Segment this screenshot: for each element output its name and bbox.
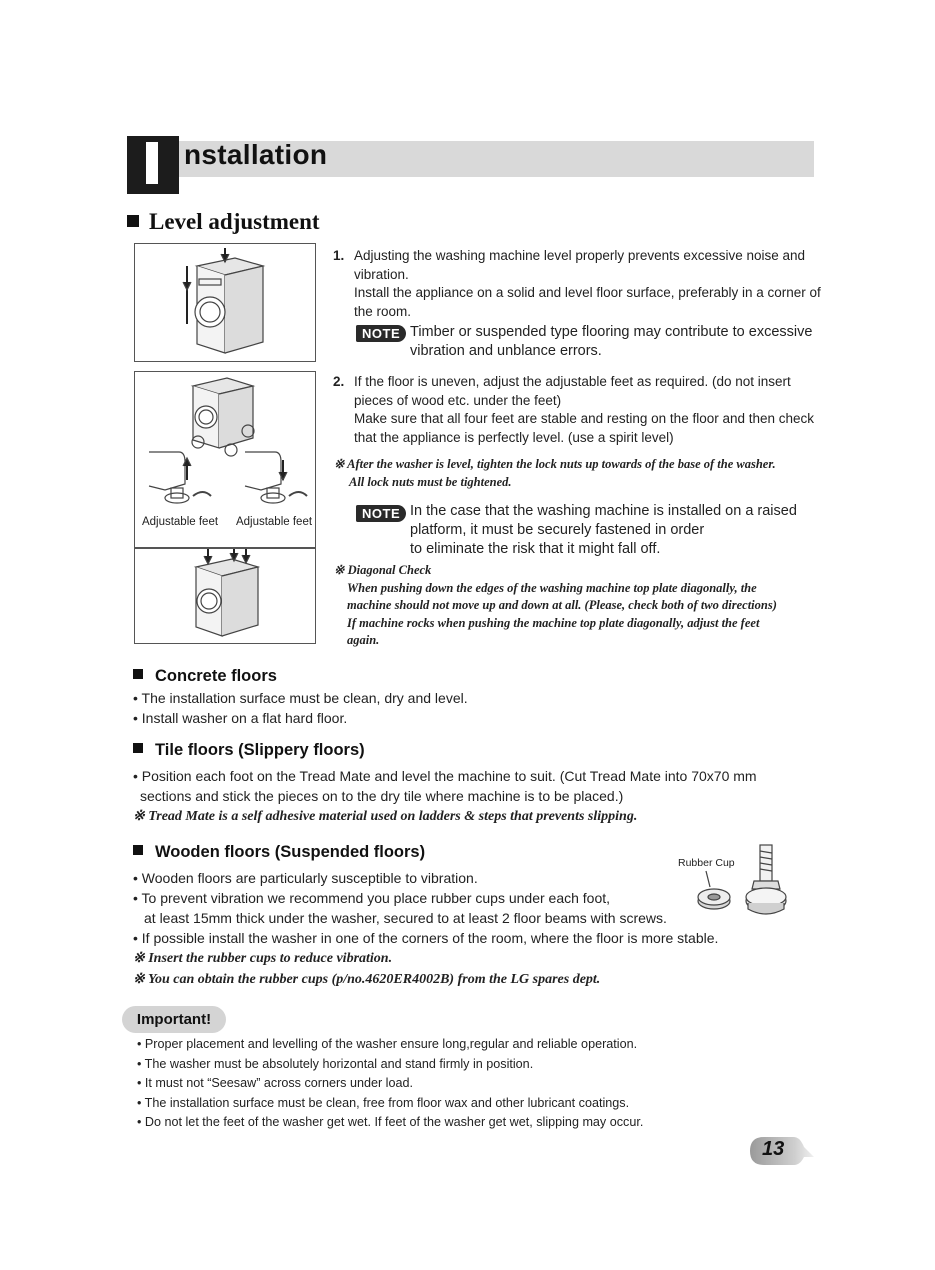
figure-washer-level <box>134 243 316 362</box>
tile-floors-heading <box>133 741 365 760</box>
note-1-line: Timber or suspended type flooring may contribute to excessive <box>410 324 813 340</box>
bullet-square-icon <box>127 215 139 227</box>
bullet-square-icon <box>133 743 143 753</box>
step-1-line: the room. <box>354 303 412 319</box>
wooden-floors-note: ※ Insert the rubber cups to reduce vibration. <box>133 951 393 966</box>
section-heading <box>127 209 320 235</box>
step-1-number: 1. <box>333 248 345 263</box>
concrete-floors-heading <box>133 667 277 686</box>
important-list <box>137 1035 643 1133</box>
step-1-line: Install the appliance on a solid and level floor surface, preferably in a corner of <box>354 285 821 300</box>
list-item: • It must not “Seesaw” across corners under load. <box>137 1076 413 1091</box>
washer-illustration-icon <box>135 244 315 360</box>
bullet-square-icon <box>133 845 143 855</box>
diagonal-check-line: If machine rocks when pushing the machine top plate diagonally, adjust the feet <box>347 615 760 630</box>
lock-nut-note-line: All lock nuts must be tightened. <box>349 474 512 489</box>
step-2-text <box>354 373 824 447</box>
diagonal-check-line: again. <box>347 633 380 647</box>
washer-diagonal-check-icon <box>136 549 314 642</box>
list-item: • Do not let the feet of the washer get wet. If feet of the washer get wet, slipping may occur. <box>137 1115 644 1130</box>
tile-floors-list <box>133 766 757 806</box>
note-badge-label: NOTE <box>356 505 406 522</box>
list-item: • If possible install the washer in one of the corners of the room, where the floor is more stable. <box>133 930 719 946</box>
step-2-line: If the floor is uneven, adjust the adjustable feet as required. (do not insert <box>354 374 791 389</box>
tile-floors-note: ※ Tread Mate is a self adhesive material used on ladders & steps that prevents slipping. <box>133 809 638 824</box>
note-badge-1 <box>356 325 406 343</box>
step-2-line: Make sure that all four feet are stable and resting on the floor and then check <box>354 411 815 426</box>
diagonal-check-line: When pushing down the edges of the washing machine top plate diagonally, the <box>347 580 757 595</box>
step-2-line: pieces of wood etc. under the feet) <box>354 392 562 408</box>
step-1-text <box>354 247 824 321</box>
note-2-line: to eliminate the risk that it might fall off. <box>410 541 661 557</box>
foot-label-left: Adjustable feet <box>141 516 219 528</box>
important-badge: Important! <box>122 1006 226 1033</box>
note-2-text <box>410 502 797 559</box>
section-heading-text: Level adjustment <box>149 209 320 234</box>
step-1-line: vibration. <box>354 266 409 282</box>
bullet-square-icon <box>133 669 143 679</box>
note-badge-2 <box>356 505 406 523</box>
wooden-floors-title: Wooden floors (Suspended floors) <box>155 843 426 861</box>
page-title: nstallation <box>184 139 328 170</box>
step-2-number: 2. <box>333 374 345 389</box>
foot-label-right: Adjustable feet <box>235 516 313 528</box>
lock-nut-note <box>334 456 824 491</box>
note-2-line: platform, it must be securely fastened in order <box>410 522 705 538</box>
wooden-floors-list <box>133 868 718 948</box>
list-item: • Proper placement and levelling of the washer ensure long,regular and reliable operation. <box>137 1037 638 1051</box>
list-item: • The installation surface must be clean, dry and level. <box>133 690 468 706</box>
step-1-line: Adjusting the washing machine level properly prevents excessive noise and <box>354 248 806 263</box>
note-2-line: In the case that the washing machine is installed on a raised <box>410 503 797 519</box>
lock-nut-note-line: ※ After the washer is level, tighten the lock nuts up towards of the base of the washer. <box>334 457 776 471</box>
rubber-cup-icon <box>680 841 800 921</box>
list-item: • The washer must be absolutely horizontal and stand firmly in position. <box>137 1056 534 1071</box>
rubber-cup-label: Rubber Cup <box>678 857 735 869</box>
note-badge-label: NOTE <box>356 325 406 342</box>
diagonal-check-title: ※ Diagonal Check <box>334 563 432 577</box>
step-2-line: that the appliance is perfectly level. (use a spirit level) <box>354 429 674 445</box>
note-1-line: vibration and unblance errors. <box>410 343 602 359</box>
list-item: • The installation surface must be clean, free from floor wax and other lubricant coatings. <box>137 1095 630 1110</box>
concrete-floors-list <box>133 688 468 728</box>
concrete-floors-title: Concrete floors <box>155 667 277 685</box>
note-1-text <box>410 323 812 361</box>
diagonal-check-line: machine should not move up and down at all. (Please, check both of two directions) <box>347 598 777 612</box>
list-item: sections and stick the pieces on to the dry tile where machine is to be placed.) <box>140 788 624 804</box>
tile-floors-title: Tile floors (Slippery floors) <box>155 741 365 759</box>
page-number: 13 <box>762 1138 785 1160</box>
wooden-floors-notes <box>133 948 600 990</box>
wooden-floors-note: ※ You can obtain the rubber cups (p/no.4620ER4002B) from the LG spares dept. <box>133 972 601 987</box>
diagonal-check <box>334 562 829 650</box>
header-initial-letter <box>146 142 158 184</box>
list-item: at least 15mm thick under the washer, secured to at least 2 floor beams with screws. <box>144 910 667 926</box>
wooden-floors-heading <box>133 843 425 862</box>
list-item: • Install washer on a flat hard floor. <box>133 710 348 726</box>
list-item: • Position each foot on the Tread Mate and level the machine to suit. (Cut Tread Mate into 70x70 mm <box>133 768 757 784</box>
list-item: • Wooden floors are particularly susceptible to vibration. <box>133 870 478 886</box>
list-item: • To prevent vibration we recommend you place rubber cups under each foot, <box>133 890 611 906</box>
